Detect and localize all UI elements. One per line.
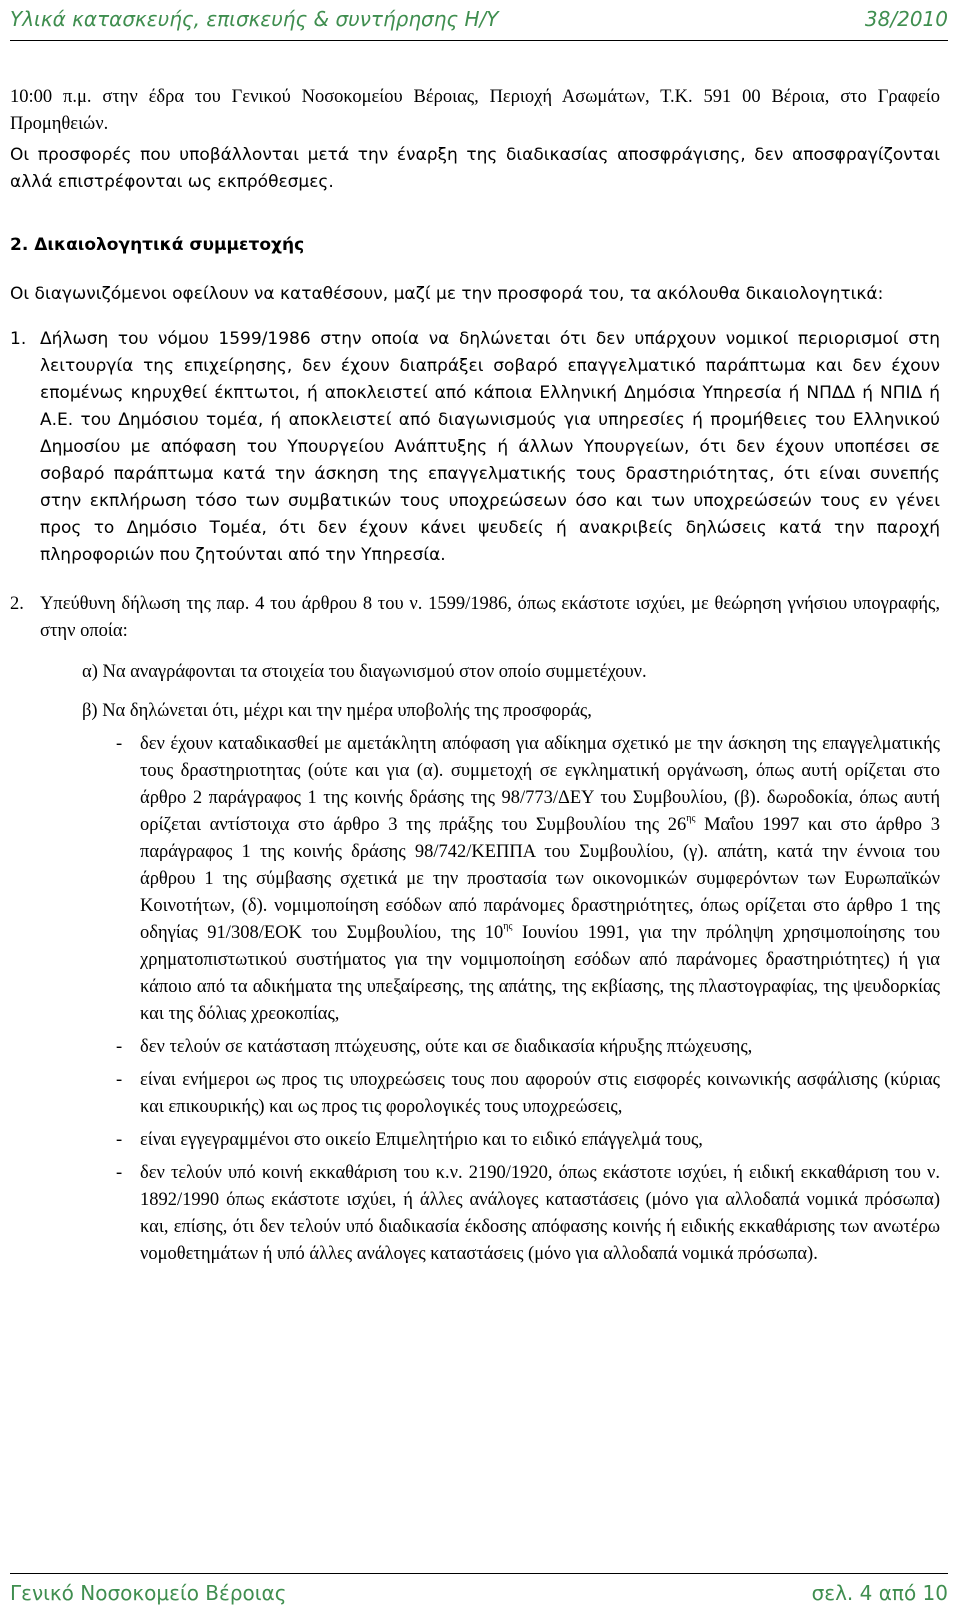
paragraph-location: 10:00 π.μ. στην έδρα του Γενικού Νοσοκομείου Βέροιας, Περιοχή Ασωμάτων, Τ.Κ. 591 00 Βέροια, στο Γραφείο Προμηθειών.	[10, 87, 940, 134]
dash-item	[116, 1034, 940, 1061]
superscript: ης	[686, 812, 696, 824]
dash-item	[116, 1127, 940, 1154]
footer-organization: Γενικό Νοσοκομείο Βέροιας	[10, 1581, 287, 1605]
sub-item-b: β) Να δηλώνεται ότι, μέχρι και την ημέρα υποβολής της προσφοράς,	[82, 701, 592, 721]
dash-item-text: δεν τελούν υπό κοινή εκκαθάριση του κ.ν. 2190/1920, όπως εκάστοτε ισχύει, ή ειδική εκκαθάριση του ν. 1892/1990 όπως εκάστοτε ισχύει, ή άλλες ανάλογες καταστάσεις (μόνο για αλλοδαπά νομικά πρόσωπα) και, επίσης, ότι δεν τελούν υπό διαδικασία έκδοσης απόφασης κοινής ή ειδικής εκκαθάρισης των ανωτέρω νομοθετημάτων ή υπό άλλες ανάλογες καταστάσεις (μόνο για αλλοδαπά νομικά πρόσωπα).	[140, 1163, 940, 1264]
dash-bullet: -	[116, 1037, 123, 1057]
header-number: 38/2010	[864, 7, 948, 31]
paragraph-late-offers: Οι προσφορές που υποβάλλονται μετά την έναρξη της διαδικασίας αποσφράγισης, δεν αποσφραγίζονται αλλά επιστρέφονται ως εκπρόθεσμες.	[10, 145, 940, 192]
dash-item	[116, 1067, 940, 1121]
dash-list	[116, 731, 940, 1268]
dash-bullet: -	[116, 734, 123, 754]
dash-item-text	[140, 731, 940, 1028]
footer-page-number: σελ. 4 από 10	[811, 1581, 948, 1605]
item-text: Δήλωση του νόμου 1599/1986 στην οποία να δηλώνεται ότι δεν υπάρχουν νομικοί περιορισμοί στη λειτουργία της επιχείρησης, δεν έχουν διαπράξει σοβαρό επαγγελματικό παράπτωμα και δεν έχουν επομένως κηρυχθεί έκπτωτοι, ή αποκλειστεί από κάποια Ελληνική Δημόσια Υπηρεσία ή ΝΠΔΔ ή ΝΠΙΔ ή Α.Ε. του Δημόσιου τομέα, ή αποκλειστεί από διαγωνισμούς για υπηρεσίες ή προμήθειες του Ελληνικού Δημοσίου με απόφαση του Υπουργείου Ανάπτυξης ή άλλων Υπουργείων, ότι δεν έχουν υποπέσει σε σοβαρό παράπτωμα κατά την άσκηση της επαγγελματικής τους δραστηριότητας, ότι είναι συνεπής στην εκπλήρωση τόσο των συμβατικών τους υποχρεώσεων όσο και των υποχρεώσεών τους εν γένει προς το Δημόσιο Τομέα, ότι δεν έχουν κάνει ψευδείς ή ανακριβείς δηλώσεις κατά την παροχή πληροφοριών που ζητούνται από την Υπηρεσία.	[40, 329, 940, 565]
sub-item-a: α) Να αναγράφονται τα στοιχεία του διαγωνισμού στον οποίο συμμετέχουν.	[82, 662, 647, 682]
section-intro: Οι διαγωνιζόμενοι οφείλουν να καταθέσουν, μαζί με την προσφορά του, τα ακόλουθα δικαιολογητικά:	[10, 284, 884, 304]
dash-item	[116, 731, 940, 1028]
text-segment: δεν έχουν καταδικασθεί με αμετάκλητη απόφαση για αδίκημα σχετικό με την άσκηση της επαγγελματικής τους δραστηριοτητας (ούτε και για (α). συμμετοχή σε εγκληματική οργάνωση, όπως αυτή ορίζεται στο άρθρο 2 παράγραφος 1 της κοινής δράσης της 98/773/ΔΕΥ του Συμβουλίου, (β). δωροδοκία, όπως αυτή ορίζεται αντίστοιχα στο άρθρο 3 της πράξης του Συμβουλίου της 26	[140, 734, 940, 835]
text-segment: Ιουνίου 1991, για την πρόληψη χρησιμοποίησης του χρηματοπιστωτικού συστήματος για την νομιμοποίηση εσόδων από παράνομες δραστηριότητες) ή για κάποιο από τα αδικήματα της υπεξαίρεσης, της απάτης, της εκβίασης, της πλαστογραφίας, της ψευδορκίας και της δόλιας χρεοκοπίας,	[140, 923, 941, 1024]
superscript: ης	[503, 920, 513, 932]
item-number: 1.	[10, 329, 27, 349]
item-number: 2.	[10, 594, 24, 614]
dash-item-text: δεν τελούν σε κατάσταση πτώχευσης, ούτε και σε διαδικασία κήρυξης πτώχευσης,	[140, 1037, 753, 1057]
dash-bullet: -	[116, 1070, 123, 1090]
page-header	[10, 6, 948, 41]
page-footer	[10, 1573, 948, 1608]
list-item	[10, 326, 940, 569]
header-title: Υλικά κατασκευής, επισκευής & συντήρησης Η/Υ	[10, 7, 499, 31]
dash-bullet: -	[116, 1163, 123, 1183]
section-heading: 2. Δικαιολογητικά συμμετοχής	[10, 235, 305, 255]
text-segment: Μαΐου 1997 και στο άρθρο 3 παράγραφος 1 της κοινής δράσης 98/742/ΚΕΠΠΑ του Συμβουλίου, (γ). απάτη, κατά την έννοια του άρθρου 1 της σύμβασης σχετικά με την προστασία των οικονομικών συμφερόντων των Ευρωπαϊκών Κοινοτήτων, (δ). νομιμοποίηση εσόδων από παράνομες δραστηριότητες, όπως ορίζεται στο άρθρο 1 της οδηγίας 91/308/ΕΟΚ του Συμβουλίου, της 10	[140, 815, 940, 943]
dash-item-text: είναι εγγεγραμμένοι στο οικείο Επιμελητήριο και το ειδικό επάγγελμά τους,	[140, 1130, 703, 1150]
item-text: Υπεύθυνη δήλωση της παρ. 4 του άρθρου 8 του ν. 1599/1986, όπως εκάστοτε ισχύει, με θεώρηση γνήσιου υπογραφής, στην οποία:	[40, 594, 940, 641]
dash-item-text: είναι ενήμεροι ως προς τις υποχρεώσεις τους που αφορούν στις εισφορές κοινωνικής ασφάλισης (κύριας και επικουρικής) και ως προς τις φορολογικές τους υποχρεώσεις,	[140, 1070, 940, 1117]
dash-bullet: -	[116, 1130, 123, 1150]
list-item	[10, 591, 940, 645]
dash-item	[116, 1160, 940, 1268]
document-body	[10, 84, 940, 1268]
